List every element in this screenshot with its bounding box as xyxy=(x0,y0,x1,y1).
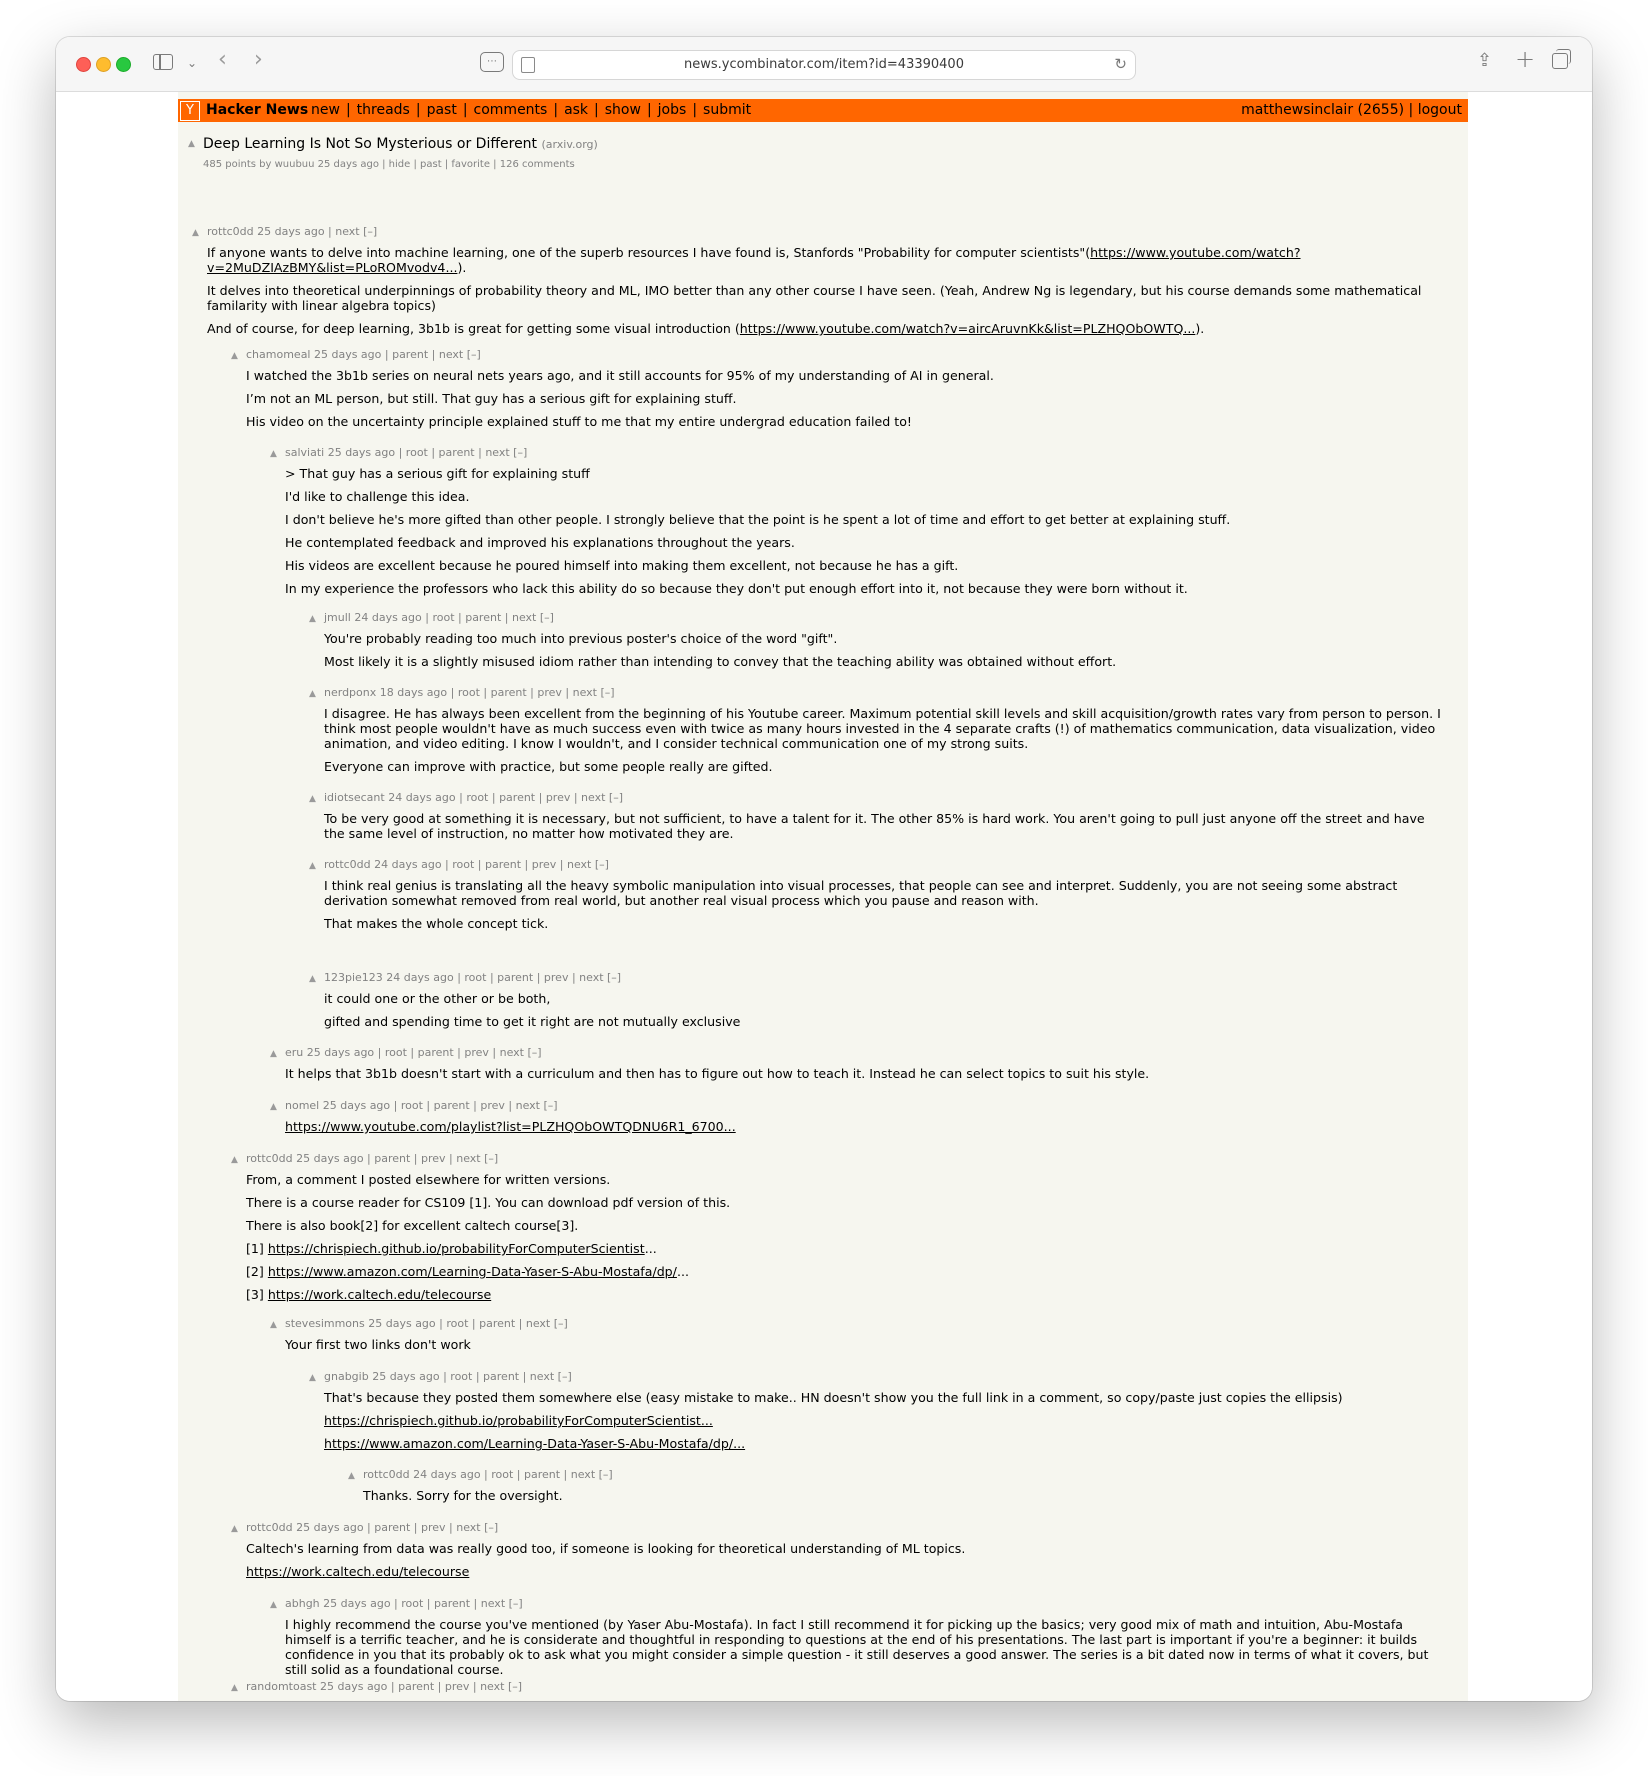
upvote-arrow-icon[interactable]: ▲ xyxy=(270,1600,277,1610)
comment-text-run: He contemplated feedback and improved his explanations throughout the years. xyxy=(285,535,795,550)
nav-separator: | xyxy=(345,102,351,118)
upvote-arrow-icon[interactable]: ▲ xyxy=(231,1155,238,1165)
address-bar[interactable] xyxy=(512,50,1136,80)
comment-text xyxy=(285,1617,1443,1677)
comment-meta-text[interactable]: randomtoast 25 days ago | parent | prev | next [–] xyxy=(246,1680,523,1693)
tab-overview-icon[interactable] xyxy=(1552,53,1568,69)
comment-text-run: I highly recommend the course you've mentioned (by Yaser Abu-Mostafa). In fact I still recommend it for picking up the basics; very good mix of math and intuition, Abu-Mostafa himself is a terrific teacher, and he is considerate and thoughtful in responding to questions at the end of his presentations. The last part is important if you're a beginner: it builds confidence in you that its probably ok to ask what you might consider a simple question - it still deserves a good answer. The series is a bit dated now in terms of what it covers, but still solid as a foundational course. xyxy=(285,1617,1429,1677)
nav-link-jobs[interactable]: jobs xyxy=(657,102,687,118)
upvote-arrow-icon[interactable]: ▲ xyxy=(270,1102,277,1112)
comment-meta-text[interactable]: rottc0dd 24 days ago | root | parent | prev | next [–] xyxy=(324,858,609,871)
comment-meta-text[interactable]: nomel 25 days ago | root | parent | prev | next [–] xyxy=(285,1099,558,1112)
comment-meta xyxy=(270,1099,1443,1113)
comment-paragraph xyxy=(324,1390,1443,1405)
back-arrow-icon[interactable]: ‹ xyxy=(218,47,227,72)
comment-paragraph xyxy=(246,391,1443,406)
nav-link-comments[interactable]: comments xyxy=(473,102,548,118)
comment-paragraph xyxy=(285,581,1443,596)
comment-link[interactable]: https://work.caltech.edu/telecourse xyxy=(246,1564,470,1579)
comment-meta-text[interactable]: abhgh 25 days ago | root | parent | next [–] xyxy=(285,1597,523,1610)
page-viewport xyxy=(56,92,1592,1701)
comment-text-run: Everyone can improve with practice, but some people really are gifted. xyxy=(324,759,773,774)
share-icon[interactable]: ⇪ xyxy=(1477,50,1493,71)
comment-text-run: And of course, for deep learning, 3b1b is great for getting some visual introduction ( xyxy=(207,321,740,336)
browser-window xyxy=(56,37,1592,1701)
comment-paragraph xyxy=(324,759,1443,774)
hn-page xyxy=(178,92,1468,1701)
comment-text xyxy=(246,1172,1443,1302)
comment-paragraph xyxy=(285,1337,1443,1352)
comment-text-run: From, a comment I posted elsewhere for written versions. xyxy=(246,1172,611,1187)
upvote-arrow-icon[interactable]: ▲ xyxy=(192,228,199,238)
comment-meta xyxy=(231,1680,1443,1694)
comment-paragraph xyxy=(324,1436,1443,1451)
upvote-arrow-icon[interactable]: ▲ xyxy=(188,139,195,149)
upvote-arrow-icon[interactable]: ▲ xyxy=(309,1373,316,1383)
comment-meta xyxy=(192,225,1443,239)
comment-meta-text[interactable]: rottc0dd 25 days ago | parent | prev | next [–] xyxy=(246,1152,499,1165)
comment-paragraph xyxy=(285,558,1443,573)
comment xyxy=(309,971,1443,1037)
comment-paragraph xyxy=(324,631,1443,646)
comment-paragraph xyxy=(324,1413,1443,1428)
comment-meta xyxy=(309,611,1443,625)
url-text[interactable]: news.ycombinator.com/item?id=43390400 xyxy=(684,57,964,72)
comment-paragraph xyxy=(324,811,1443,841)
chevron-down-icon[interactable]: ⌄ xyxy=(187,56,198,70)
sidebar-icon[interactable] xyxy=(153,54,173,70)
comment-paragraph xyxy=(285,1119,1443,1134)
nav-link-threads[interactable]: threads xyxy=(356,102,410,118)
upvote-arrow-icon[interactable]: ▲ xyxy=(270,449,277,459)
comment xyxy=(309,858,1443,939)
site-title[interactable]: Hacker News xyxy=(206,102,309,118)
comment-paragraph xyxy=(246,1218,1443,1233)
nav-separator: | xyxy=(553,102,559,118)
nav-separator: | xyxy=(646,102,652,118)
nav-link-new[interactable]: new xyxy=(311,102,340,118)
comment-meta-text[interactable]: rottc0dd 25 days ago | next [–] xyxy=(207,225,378,238)
comment-meta xyxy=(309,858,1443,872)
comment-text-run: ). xyxy=(457,260,467,275)
comment-text xyxy=(285,1337,1443,1352)
upvote-arrow-icon[interactable]: ▲ xyxy=(309,974,316,984)
comment-link[interactable]: https://work.caltech.edu/telecourse xyxy=(267,1287,492,1302)
comment-paragraph xyxy=(324,706,1443,751)
comment-meta-text[interactable]: nerdponx 18 days ago | root | parent | prev | next [–] xyxy=(324,686,615,699)
upvote-arrow-icon[interactable]: ▲ xyxy=(231,1524,238,1534)
story-title-row xyxy=(203,136,598,152)
comment-text xyxy=(363,1488,1443,1503)
comment-paragraph xyxy=(246,1264,1443,1279)
comment-paragraph xyxy=(285,1617,1443,1677)
username-link[interactable]: matthewsinclair (2655) xyxy=(1241,102,1405,118)
comment xyxy=(270,1317,1443,1360)
comment-text-run: That makes the whole concept tick. xyxy=(324,916,549,931)
comment-meta xyxy=(309,971,1443,985)
comment-meta-text[interactable]: 123pie123 24 days ago | root | parent | prev | next [–] xyxy=(324,971,622,984)
comment xyxy=(270,446,1443,604)
comment-meta xyxy=(309,1370,1443,1384)
comment-paragraph xyxy=(285,535,1443,550)
comment-text-run: It delves into theoretical underpinnings of probability theory and ML, IMO better than any other course I have seen. (Yeah, Andrew Ng is legendary, but his course demands some mathematical familarity with linear algebra topics) xyxy=(207,283,1422,313)
comment-meta-text[interactable]: rottc0dd 24 days ago | root | parent | next [–] xyxy=(363,1468,613,1481)
upvote-arrow-icon[interactable]: ▲ xyxy=(231,1683,238,1693)
comment-text-run: You're probably reading too much into previous poster's choice of the word "gift". xyxy=(324,631,838,646)
comment-link[interactable]: https://www.amazon.com/Learning-Data-Yaser-S-Abu-Mostafa/dp/... xyxy=(324,1436,746,1451)
comment-text xyxy=(285,1066,1443,1081)
comment-meta xyxy=(270,1046,1443,1060)
comment-paragraph xyxy=(246,1195,1443,1210)
comment-meta xyxy=(270,1597,1443,1611)
comment xyxy=(270,1597,1443,1685)
comment xyxy=(309,1370,1443,1459)
nav-separator: | xyxy=(462,102,468,118)
comment-text-run: Your first two links don't work xyxy=(285,1337,471,1352)
comment-text-run: > That guy has a serious gift for explaining stuff xyxy=(285,466,590,481)
upvote-arrow-icon[interactable]: ▲ xyxy=(270,1049,277,1059)
comment-text-run: Thanks. Sorry for the oversight. xyxy=(363,1488,563,1503)
comment xyxy=(348,1468,1443,1511)
comment-text xyxy=(324,1390,1443,1451)
comment-link[interactable]: https://www.amazon.com/Learning-Data-Yaser-S-Abu-Mostafa/dp/ xyxy=(267,1264,677,1279)
comment-meta-text[interactable]: rottc0dd 25 days ago | parent | prev | next [–] xyxy=(246,1521,499,1534)
comment xyxy=(231,1680,1443,1700)
comment-text-run: It helps that 3b1b doesn't start with a curriculum and then has to figure out how to teach it. Instead he can select topics to suit his style. xyxy=(285,1066,1150,1081)
comment-paragraph xyxy=(246,368,1443,383)
comment-meta xyxy=(270,446,1443,460)
upvote-arrow-icon[interactable]: ▲ xyxy=(309,614,316,624)
logout-link[interactable]: logout xyxy=(1417,102,1462,118)
comment-paragraph xyxy=(324,1014,1443,1029)
comment-link[interactable]: https://chrispiech.github.io/probabilityForComputerScientist xyxy=(267,1241,645,1256)
comment-meta xyxy=(270,1317,1443,1331)
nav-link-past[interactable]: past xyxy=(426,102,457,118)
comment-meta-text[interactable]: eru 25 days ago | root | parent | prev | next [–] xyxy=(285,1046,542,1059)
story-site[interactable]: (arxiv.org) xyxy=(541,138,598,151)
comment xyxy=(309,791,1443,849)
comment-text-run: Most likely it is a slightly misused idiom rather than intending to convey that the teaching ability was obtained without effort. xyxy=(324,654,1117,669)
comment xyxy=(270,1046,1443,1089)
comment-text-run: [3] xyxy=(246,1287,268,1302)
comment-paragraph xyxy=(246,1241,1443,1256)
comment-text xyxy=(246,1541,1443,1579)
translate-icon[interactable]: ⋯ xyxy=(480,52,504,72)
comment-text-run: To be very good at something it is necessary, but not sufficient, to have a talent for it. The other 85% is hard work. You aren't going to pull just anyone off the street and have the same level of instruction, no matter how motivated they are. xyxy=(324,811,1425,841)
new-tab-icon[interactable]: + xyxy=(1515,45,1536,73)
upvote-arrow-icon[interactable]: ▲ xyxy=(348,1471,355,1481)
comment-meta-text[interactable]: jmull 24 days ago | root | parent | next [–] xyxy=(324,611,554,624)
zoom-window-button[interactable] xyxy=(116,57,131,72)
hn-logo[interactable]: Y xyxy=(180,101,200,121)
comment-link[interactable]: https://www.youtube.com/playlist?list=PLZHQObOWTQDNU6R1_6700... xyxy=(285,1119,736,1134)
comment-text-run: His videos are excellent because he poured himself into making them excellent, not because he has a gift. xyxy=(285,558,959,573)
comment-text xyxy=(324,991,1443,1029)
comment-text-run: There is a course reader for CS109 [1]. You can download pdf version of this. xyxy=(246,1195,731,1210)
comment-paragraph xyxy=(207,321,1443,336)
comment-meta xyxy=(231,1152,1443,1166)
comment-text-run: ... xyxy=(644,1241,657,1256)
comment-text-run: I disagree. He has always been excellent from the beginning of his Youtube career. Maximum potential skill levels and skill acquisition/growth rates vary from person to person. I think most people wouldn't have as much success even with twice as many hours invested in the 4 separate crafts (!) of mathematics communication, data visualization, video animation, and video editing. I know I wouldn't, and I consider technical communication one of my strong suits. xyxy=(324,706,1441,751)
reload-icon[interactable]: ↻ xyxy=(1114,55,1127,73)
comment-text-run: [1] xyxy=(246,1241,268,1256)
comment xyxy=(309,611,1443,677)
comment-text-run: ... xyxy=(676,1264,689,1279)
comment-text-run: it could one or the other or be both, xyxy=(324,991,551,1006)
comment-meta-text[interactable]: stevesimmons 25 days ago | root | parent | next [–] xyxy=(285,1317,568,1330)
nav-separator: | xyxy=(594,102,599,118)
comment-text-run: Caltech's learning from data was really good too, if someone is looking for theoretical understanding of ML topics. xyxy=(246,1541,966,1556)
comment-paragraph xyxy=(246,1287,1443,1302)
comment-meta xyxy=(231,1521,1443,1535)
comment-text xyxy=(324,706,1443,774)
comment xyxy=(192,225,1443,344)
comment-text-run: In my experience the professors who lack this ability do so because they don't put enough effort into it, not because they were born without it. xyxy=(285,581,1188,596)
forward-arrow-icon[interactable]: › xyxy=(254,47,263,72)
comment-text-run: If anyone wants to delve into machine learning, one of the superb resources I have found is, Stanfords "Probability for computer scientists"( xyxy=(207,245,1091,260)
comment-text xyxy=(324,878,1443,931)
comment-meta-text[interactable]: idiotsecant 24 days ago | root | parent | prev | next [–] xyxy=(324,791,624,804)
story-subtext: 485 points by wuubuu 25 days ago | hide | past | favorite | 126 comments xyxy=(203,159,575,170)
comment-text-run: That's because they posted them somewhere else (easy mistake to make.. HN doesn't show you the full link in a comment, so copy/paste just copies the ellipsis) xyxy=(324,1390,1343,1405)
comment-text-run: I watched the 3b1b series on neural nets years ago, and it still accounts for 95% of my understanding of AI in general. xyxy=(246,368,994,383)
comment-meta xyxy=(348,1468,1443,1482)
comment xyxy=(231,1152,1443,1310)
comment-text xyxy=(207,245,1443,336)
comment-paragraph xyxy=(246,414,1443,429)
comment xyxy=(231,348,1443,437)
comment-paragraph xyxy=(246,1541,1443,1556)
top-nav xyxy=(311,99,751,122)
upvote-arrow-icon[interactable]: ▲ xyxy=(231,351,238,361)
comment-text-run: I'd like to challenge this idea. xyxy=(285,489,470,504)
comment-meta-text[interactable]: chamomeal 25 days ago | parent | next [–] xyxy=(246,348,481,361)
comment xyxy=(270,1099,1443,1142)
close-window-button[interactable] xyxy=(76,57,91,72)
minimize-window-button[interactable] xyxy=(96,57,111,72)
comment-paragraph xyxy=(324,991,1443,1006)
hn-header xyxy=(178,99,1468,122)
nav-separator: | xyxy=(692,102,698,118)
comment-meta-text[interactable]: salviati 25 days ago | root | parent | next [–] xyxy=(285,446,528,459)
comment-paragraph xyxy=(207,245,1443,275)
comment-paragraph xyxy=(324,878,1443,908)
comment-text-run: I don't believe he's more gifted than other people. I strongly believe that the point is he spent a lot of time and effort to get better at explaining stuff. xyxy=(285,512,1231,527)
comment-meta xyxy=(231,348,1443,362)
nav-link-show[interactable]: show xyxy=(604,102,641,118)
comment xyxy=(309,686,1443,782)
comment-text xyxy=(246,368,1443,429)
comment-paragraph xyxy=(324,654,1443,669)
comment-link[interactable]: https://chrispiech.github.io/probabilityForComputerScientist... xyxy=(324,1413,713,1428)
comment-paragraph xyxy=(246,1564,1443,1579)
comment-meta xyxy=(309,791,1443,805)
comment-paragraph xyxy=(285,466,1443,481)
comment-meta xyxy=(309,686,1443,700)
comment-link[interactable]: https://www.youtube.com/watch?v=2MuDZIAzBMY&list=PLoROMvodv4... xyxy=(207,245,1301,275)
comment-paragraph xyxy=(246,1172,1443,1187)
comment-text-run: gifted and spending time to get it right are not mutually exclusive xyxy=(324,1014,741,1029)
upvote-arrow-icon[interactable]: ▲ xyxy=(270,1320,277,1330)
comment-text-run: ). xyxy=(1195,321,1205,336)
comment-paragraph xyxy=(324,916,1443,931)
comment-text-run: His video on the uncertainty principle explained stuff to me that my entire undergrad education failed to! xyxy=(246,414,912,429)
browser-toolbar xyxy=(56,37,1592,92)
comment-link[interactable]: https://www.youtube.com/watch?v=aircAruvnKk&list=PLZHQObOWTQ... xyxy=(739,321,1196,336)
comment-paragraph xyxy=(285,1066,1443,1081)
comment-text-run: I think real genius is translating all the heavy symbolic manipulation into visual processes, that people can see and interpret. Suddenly, you are not seeing some abstract derivation somewhat removed from real world, but another real visual process which you pause and reason with. xyxy=(324,878,1398,908)
user-area: matthewsinclair (2655) | logout xyxy=(1241,102,1462,118)
story-title[interactable]: Deep Learning Is Not So Mysterious or Different xyxy=(203,136,538,152)
comment xyxy=(231,1521,1443,1587)
comment-text-run: I’m not an ML person, but still. That guy has a serious gift for explaining stuff. xyxy=(246,391,737,406)
comment-text xyxy=(324,631,1443,669)
upvote-arrow-icon[interactable]: ▲ xyxy=(309,794,316,804)
comment-text xyxy=(285,466,1443,596)
comment-text-run: [2] xyxy=(246,1264,268,1279)
nav-link-submit[interactable]: submit xyxy=(703,102,752,118)
upvote-arrow-icon[interactable]: ▲ xyxy=(309,861,316,871)
comment-paragraph xyxy=(207,283,1443,313)
comment-paragraph xyxy=(285,512,1443,527)
upvote-arrow-icon[interactable]: ▲ xyxy=(309,689,316,699)
comment-meta-text[interactable]: gnabgib 25 days ago | root | parent | next [–] xyxy=(324,1370,572,1383)
nav-link-ask[interactable]: ask xyxy=(564,102,589,118)
comment-text-run: There is also book[2] for excellent caltech course[3]. xyxy=(246,1218,579,1233)
comment-text xyxy=(324,811,1443,841)
comment-paragraph xyxy=(363,1488,1443,1503)
nav-separator: | xyxy=(415,102,421,118)
comment-paragraph xyxy=(285,489,1443,504)
comment-text xyxy=(285,1119,1443,1134)
